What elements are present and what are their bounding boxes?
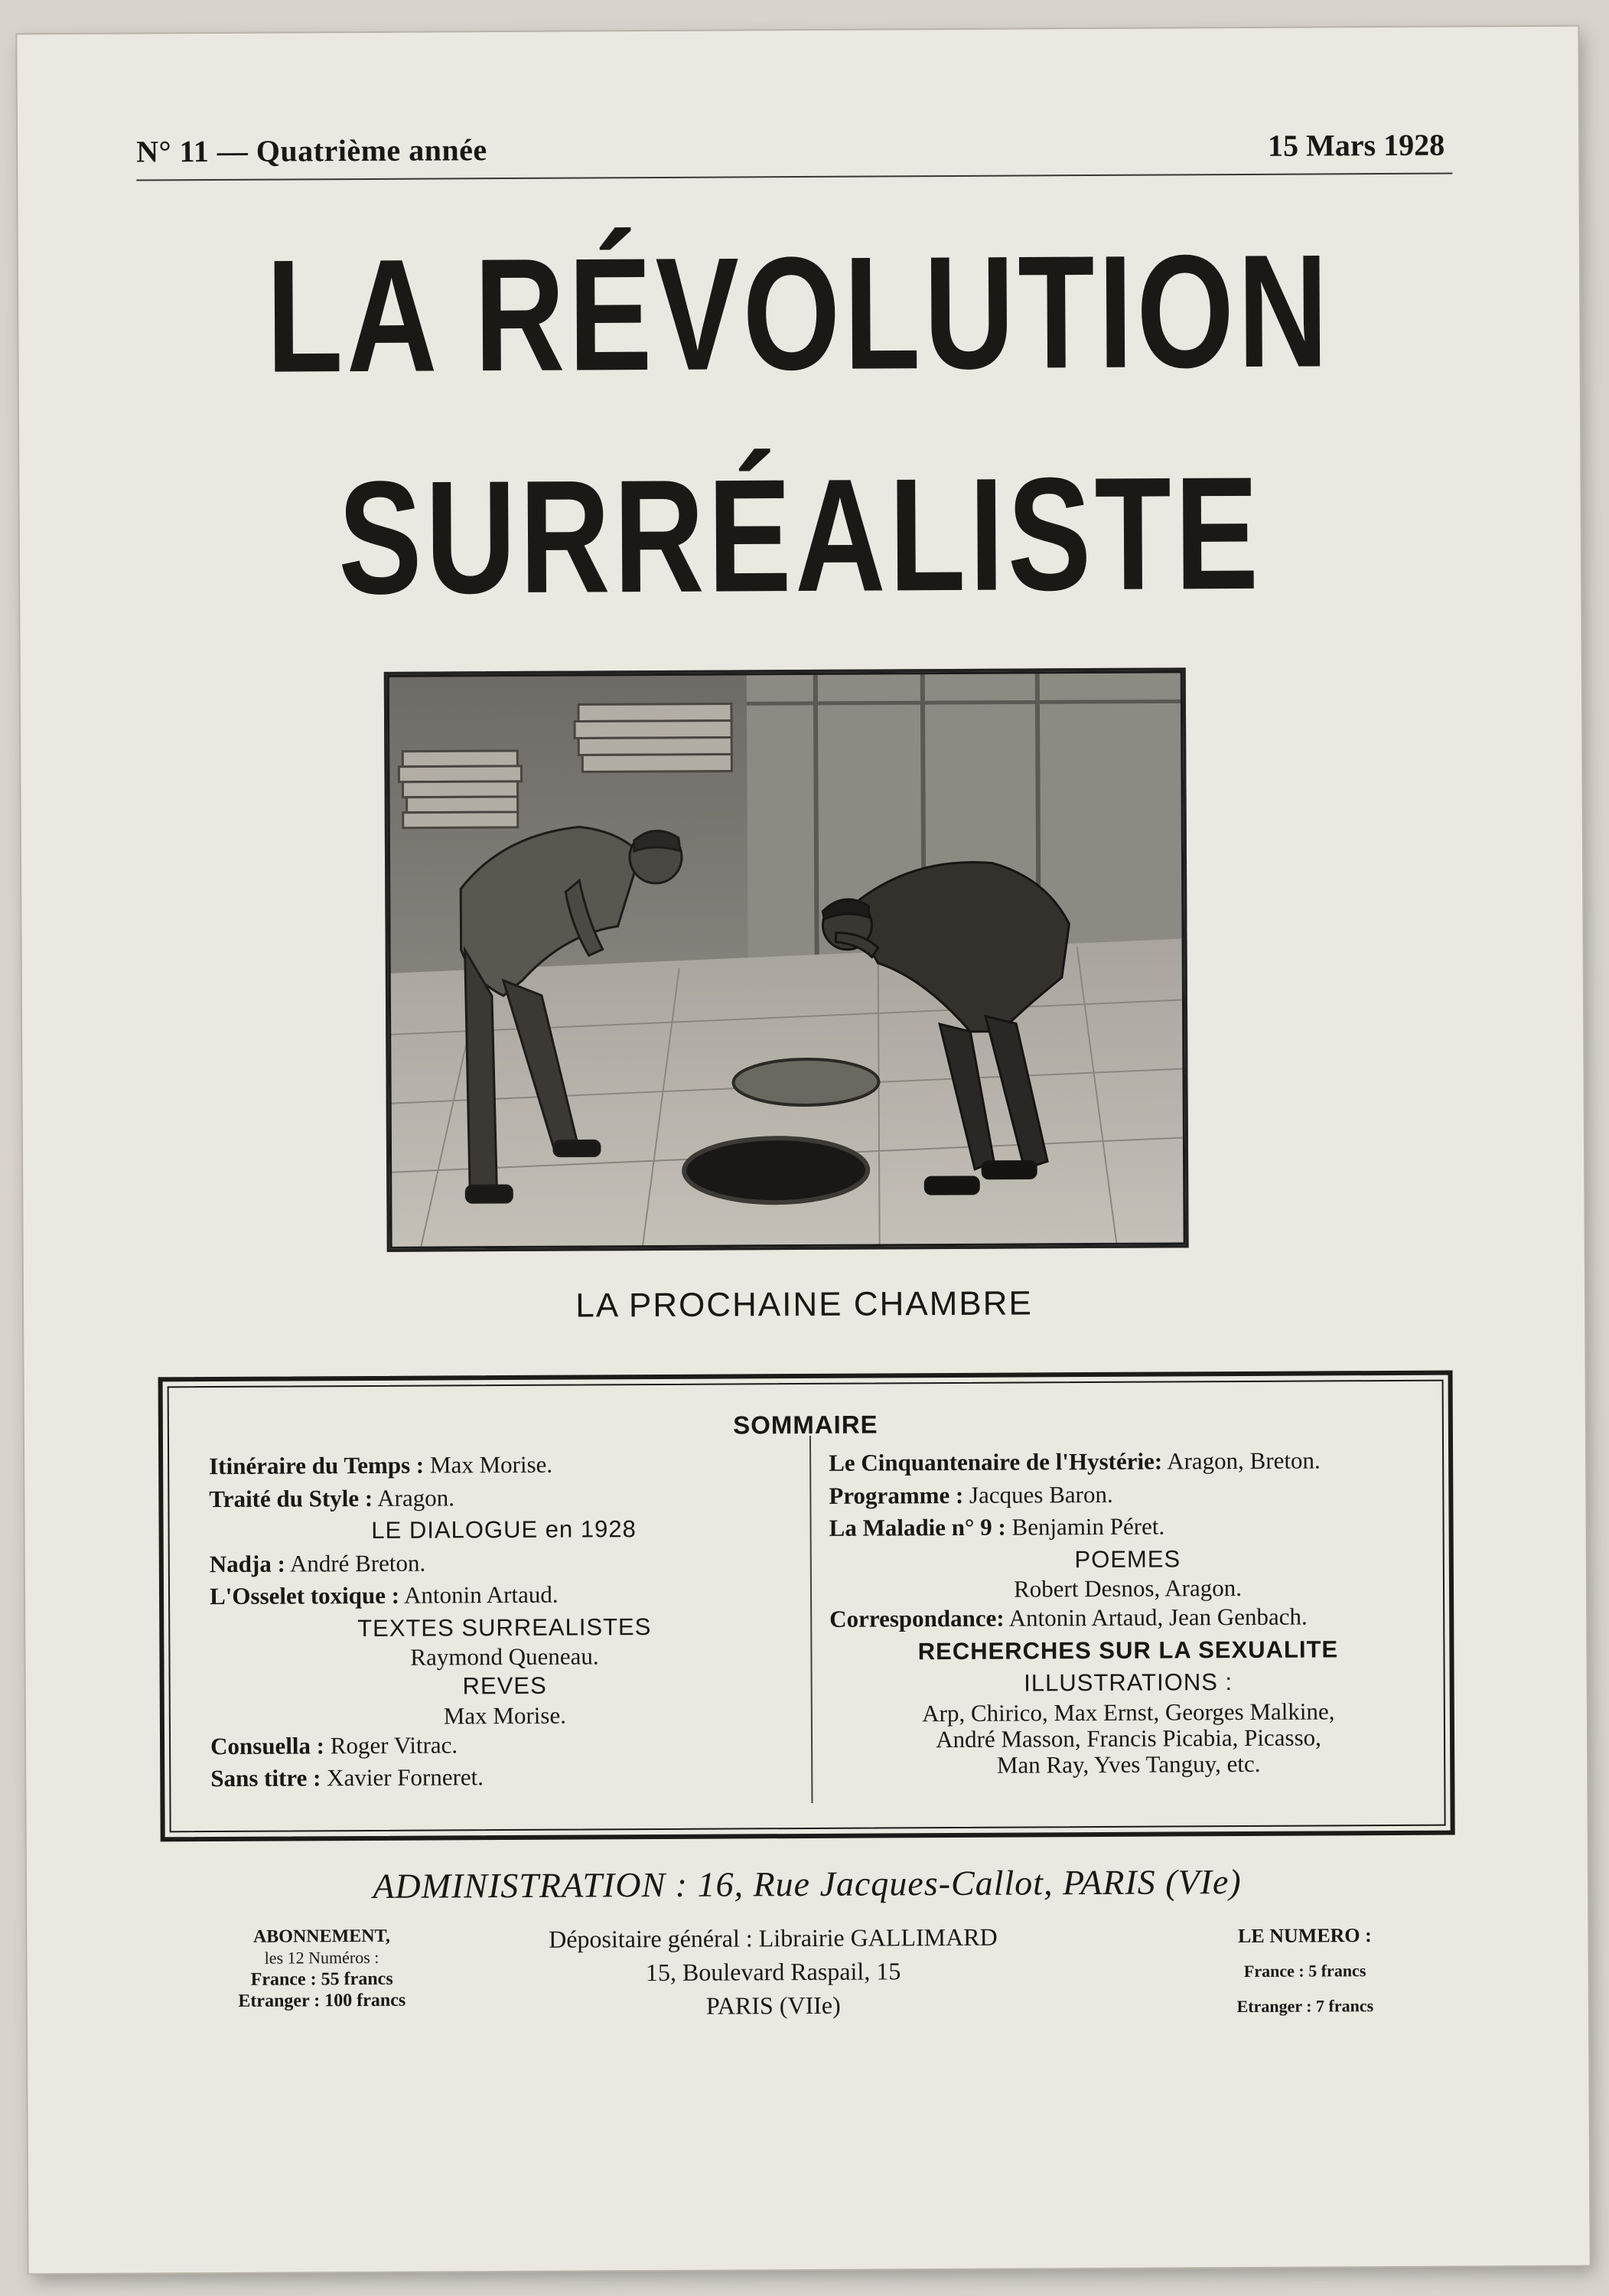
issue-number: N° 11 — Quatrième année (136, 132, 487, 169)
contents-entry (829, 1444, 1425, 1480)
subscription-title: ABONNEMENT, (252, 1926, 390, 1947)
magazine-cover (17, 27, 1589, 2274)
contents-entry-author: Roger Vitrac. (324, 1730, 458, 1759)
contents-entry-author: Aragon. (373, 1483, 455, 1512)
contents-section-authors: Man Ray, Yves Tanguy, etc. (996, 1750, 1261, 1779)
contents-entry (209, 1447, 798, 1483)
contents-entry-author: Benjamin Péret. (1005, 1512, 1165, 1541)
cover-photograph (384, 667, 1189, 1251)
price-title: LE NUMERO : (1237, 1924, 1372, 1948)
contents-section-heading: ILLUSTRATIONS : (1024, 1668, 1233, 1697)
contents-entry (829, 1600, 1426, 1636)
contents-section-heading: TEXTES SURREALISTES (357, 1613, 652, 1642)
issue-date: 15 Mars 1928 (1267, 127, 1445, 163)
contents-entry-title: Correspondance: (829, 1604, 1005, 1632)
contents-entry-author: Antonin Artaud. (399, 1580, 559, 1609)
price-abroad: Etranger : 7 francs (1236, 1996, 1374, 2017)
depot-address: 15, Boulevard Raspail, 15 (645, 1957, 901, 1987)
contents-left-column (209, 1447, 800, 1795)
depot-line (486, 1919, 1060, 1956)
contents-section-authors: Robert Desnos, Aragon. (1013, 1574, 1243, 1603)
contents-section-heading: POEMES (1074, 1544, 1181, 1573)
subscription-france: France : 55 francs (250, 1968, 393, 1990)
contents-entry (210, 1760, 800, 1795)
masthead-line-2: SURRÉALISTE (337, 442, 1263, 628)
contents-entry (829, 1509, 1425, 1545)
column-divider (809, 1436, 813, 1803)
contents-entry-title: Traité du Style : (209, 1484, 373, 1512)
photo-two-men-manhole (387, 670, 1186, 1248)
depot-info (486, 1919, 1060, 2024)
contents-entry-title: Itinéraire du Temps : (209, 1451, 425, 1480)
contents-section-authors: Arp, Chirico, Max Ernst, Georges Malkine, (922, 1697, 1335, 1727)
contents-section-authors: Raymond Queneau. (410, 1642, 599, 1671)
contents-entry (210, 1545, 799, 1581)
contents-entry-author: Jacques Baron. (963, 1480, 1113, 1508)
contents-entry-title: Le Cinquantenaire de l'Hystérie: (829, 1447, 1163, 1476)
header-rule (136, 173, 1452, 181)
depot-publisher: Librairie GALLIMARD (758, 1923, 998, 1952)
photo-caption: LA PROCHAINE CHAMBRE (575, 1284, 1033, 1325)
subscription-info (199, 1925, 445, 2012)
administration-address: ADMINISTRATION : 16, Rue Jacques-Callot, PARIS (VIe) (373, 1862, 1242, 1906)
contents-entry-author: Max Morise. (424, 1450, 553, 1479)
contents-entry (829, 1476, 1425, 1512)
contents-section-heading: RECHERCHES SUR LA SEXUALITE (917, 1635, 1339, 1665)
contents-entry (210, 1727, 800, 1763)
depot-city: PARIS (VIIe) (705, 1991, 841, 2020)
contents-entry (209, 1480, 798, 1516)
table-of-contents (158, 1371, 1455, 1842)
contents-section-heading: REVES (462, 1671, 547, 1700)
contents-entry (210, 1577, 799, 1613)
contents-entry-author: André Breton. (285, 1549, 426, 1577)
depot-label: Dépositaire général : (549, 1924, 753, 1953)
contents-entry-title: La Maladie n° 9 : (829, 1513, 1006, 1541)
contents-entry-title: Programme : (829, 1481, 964, 1509)
contents-entry-title: Sans titre : (210, 1764, 321, 1792)
subscription-issues: les 12 Numéros : (264, 1947, 379, 1968)
contents-section-heading: LE DIALOGUE en 1928 (371, 1515, 637, 1544)
contents-entry-title: Nadja : (209, 1550, 285, 1577)
masthead-line-1: LA RÉVOLUTION (265, 220, 1333, 406)
contents-entry-title: Consuella : (210, 1731, 325, 1760)
contents-right-column (829, 1444, 1427, 1779)
contents-section-authors: André Masson, Francis Picabia, Picasso, (936, 1723, 1321, 1753)
subscription-abroad: Etranger : 100 francs (238, 1990, 406, 2011)
contents-entry-author: Xavier Forneret. (321, 1763, 484, 1792)
contents-section-authors: Max Morise. (443, 1701, 567, 1729)
contents-heading: SOMMAIRE (733, 1410, 878, 1440)
price-france: France : 5 francs (1243, 1961, 1366, 1981)
price-info (1178, 1918, 1431, 2025)
contents-entry-title: L'Osselet toxique : (209, 1581, 400, 1610)
contents-entry-author: Aragon, Breton. (1162, 1446, 1321, 1475)
contents-entry-author: Antonin Artaud, Jean Genbach. (1004, 1603, 1308, 1632)
